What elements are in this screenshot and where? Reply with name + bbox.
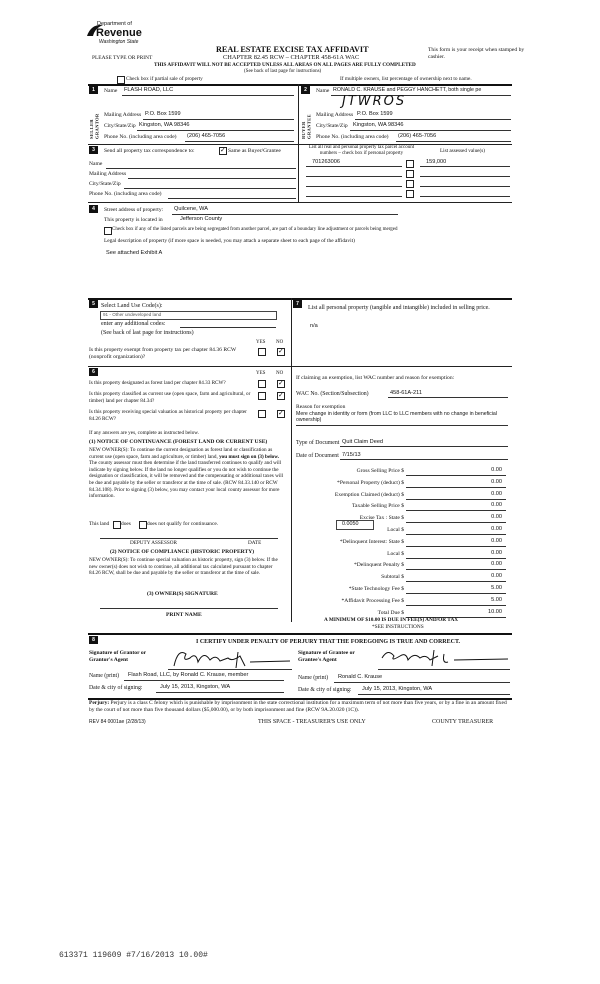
grantor-signature-icon: [170, 644, 292, 670]
section-7-number: 7: [293, 300, 302, 308]
notice-compliance-title: (2) NOTICE OF COMPLIANCE (HISTORIC PROPERTY): [110, 549, 255, 555]
doc-date-label: Date of Document: [296, 453, 339, 459]
legal-description[interactable]: See attached Exhibit A: [106, 250, 163, 256]
section-3-number: 3: [89, 146, 98, 154]
exemption-reason[interactable]: Mere change in identity or form (from LLC to LLC members with no change in beneficial ownership): [296, 411, 497, 424]
forest-yes-checkbox[interactable]: [258, 380, 266, 388]
notice-compliance-body: NEW OWNER(S): To continue special valuation as historic property, sign (3) below. If the new owner(s) does not wish to continue, all additional tax calculated pursuant to chapter 84.26 RCW, shall be due and payable by the seller or transferor at the time of sale.: [89, 557, 278, 577]
current-use-no-checkbox[interactable]: [277, 392, 285, 400]
land-use-value: 91 - Other undeveloped land: [103, 312, 162, 317]
tax-row-label: *State Technology Fee $: [348, 586, 404, 592]
grantor-date-label: Date & city of signing:: [89, 685, 143, 691]
see-instructions: *SEE INSTRUCTIONS: [372, 624, 424, 630]
deputy-assessor-label: DEPUTY ASSESSOR: [130, 540, 177, 546]
buyer-city-label: City/State/Zip: [316, 123, 348, 129]
buyer-name[interactable]: RONALD C. KRAUSE and PEGGY HANCHETT, both single pe: [333, 87, 482, 93]
buyer-side-label: BUYER GRANTEE: [301, 114, 312, 139]
if-yes-note: If any answers are yes, complete as instructed below.: [89, 430, 200, 436]
does-label: does: [121, 521, 131, 527]
assessed-header: List assessed value(s): [440, 148, 485, 154]
grantee-signature-label: Signature of Grantee or Grantee's Agent: [298, 650, 355, 664]
parcel-number[interactable]: 701263006: [312, 159, 340, 165]
historic-no-checkbox[interactable]: [277, 410, 285, 418]
parcel-header: List all real and personal property tax parcel account numbers – check box if personal property: [308, 145, 415, 156]
seller-phone-label: Phone No. (including area code): [104, 134, 177, 140]
legal-description-label: Legal description of property (if more space is needed, you may attach a separate sheet to each page of the affidavit): [104, 238, 355, 244]
buyer-city[interactable]: Kingston, WA 98346: [353, 122, 404, 128]
owner-signature-label: (3) OWNER(S) SIGNATURE: [147, 591, 218, 597]
deputy-date-label: DATE: [248, 540, 262, 546]
personal-property[interactable]: n/a: [310, 323, 318, 329]
doc-date[interactable]: 7/15/13: [342, 452, 361, 458]
tax-row-label: Local $: [387, 550, 404, 557]
exemption-label: If claiming an exemption, list WAC number and reason for exemption:: [296, 375, 455, 381]
tax-row-label: Gross Selling Price $: [356, 468, 404, 474]
current-use-question: Is this property classified as current use (open space, farm and agricultural, or timber) land per chapter 84.34?: [89, 391, 251, 404]
forest-no-checkbox[interactable]: [277, 380, 285, 388]
forest-question: Is this property designated as forest land per chapter 84.33 RCW?: [89, 380, 226, 386]
tax-row-value[interactable]: 0.00: [491, 526, 502, 532]
does-not-label: does not qualify for continuance.: [147, 521, 219, 527]
land-use-label: Select Land Use Code(s):: [101, 303, 163, 309]
parcel-personal-checkbox-4[interactable]: [406, 190, 414, 198]
notice-continuance-body: [89, 447, 285, 500]
multiple-owners-note: If multiple owners, list percentage of ownership next to name.: [340, 76, 472, 82]
seller-side-label: SELLER GRANTOR: [89, 113, 100, 139]
this-land-label: This land: [89, 521, 110, 527]
logo: [85, 20, 155, 46]
segregated-label: Check box if any of the listed parcels are being segregated from another parcel, are part of a boundary line adjustment or parcels being merged: [112, 227, 398, 232]
land-use-select[interactable]: [100, 311, 277, 320]
historic-yes-checkbox[interactable]: [258, 410, 266, 418]
partial-sale-label: Check box if partial sale of property: [126, 76, 203, 82]
street-address[interactable]: Quilcene, WA: [174, 206, 208, 212]
form-subtitle: CHAPTER 82.45 RCW – CHAPTER 458-61A WAC: [223, 54, 360, 61]
seller-mailing-label: Mailing Address: [104, 112, 142, 118]
s6-no: NO: [276, 371, 284, 376]
local-rate: 0.0050: [342, 521, 359, 527]
section-4-number: 4: [89, 205, 98, 213]
form-title: REAL ESTATE EXCISE TAX AFFIDAVIT: [216, 45, 369, 54]
notice-continuance-title: (1) NOTICE OF CONTINUANCE (FOREST LAND OR CURRENT USE): [89, 439, 268, 445]
grantee-name-label: Name (print): [298, 675, 329, 681]
grantor-name-label: Name (print): [89, 673, 120, 679]
section-8-number: 8: [89, 636, 98, 644]
historic-question: Is this property receiving special valuation as historical property per chapter 84.26 RCW?: [89, 409, 247, 422]
receipt-note: This form is your receipt when stamped by cashier.: [428, 47, 525, 61]
section-2-number: 2: [301, 86, 310, 94]
grantor-name[interactable]: Flash Road, LLC, by Ronald C. Krause, member: [128, 672, 249, 678]
does-checkbox[interactable]: [113, 521, 121, 529]
additional-codes-label: enter any additional codes:: [101, 321, 166, 327]
current-use-yes-checkbox[interactable]: [258, 392, 266, 400]
reason-label: Reason for exemption: [296, 404, 346, 410]
land-use-see-back: (See back of last page for instructions): [101, 330, 194, 336]
grantor-signature: [170, 644, 292, 670]
county[interactable]: Jefferson County: [180, 216, 223, 222]
buyer-phone-label: Phone No. (including area code): [316, 134, 389, 140]
tax-row-value[interactable]: 0.00: [491, 478, 502, 485]
tax-row-label: *Delinquent Penalty $: [353, 562, 404, 569]
grantee-signature: [378, 644, 510, 670]
assessed-value[interactable]: 159,000: [426, 159, 447, 165]
does-not-checkbox[interactable]: [139, 521, 147, 529]
type-or-print: PLEASE TYPE OR PRINT: [92, 55, 153, 61]
seller-name-label: Name: [104, 88, 118, 94]
located-in-label: This property is located in: [104, 217, 163, 223]
notice-body-2: The county assessor must then determine if the land transferred continues to qualify and will indicate by signing below. If the land no longer qualifies or you do not wish to continue the designation or classification, it will be removed and the compensating or additional taxes will be due and payable by the seller or transferor at the time of sale. (RCW 84.33.140 or RCW 84.34.108). Prior to signing (3) below, you may contact your local county assessor for more information.: [89, 460, 284, 500]
section-6-number: 6: [89, 368, 98, 376]
send-correspondence-label: Send all property tax correspondence to:: [104, 148, 195, 154]
grantee-name[interactable]: Ronald C. Krause: [338, 674, 383, 680]
exempt-question: Is this property exempt from property tax per chapter 84.36 RCW (nonprofit organization)?: [89, 347, 237, 360]
section-5-number: 5: [89, 300, 98, 308]
grantee-date-label: Date & city of signing:: [298, 687, 352, 693]
parcel-personal-checkbox-2[interactable]: [406, 170, 414, 178]
buyer-mailing-label: Mailing Address: [316, 112, 354, 118]
tax-row-label: Exemption Claimed (deduct) $: [334, 491, 404, 498]
seller-city-label: City/State/Zip: [104, 123, 136, 129]
tax-row-label: *Affidavit Processing Fee $: [341, 597, 404, 604]
tax-row-value[interactable]: 0.00: [491, 490, 502, 497]
tax-row-value[interactable]: 5.00: [491, 585, 502, 591]
seller-name[interactable]: FLASH ROAD, LLC: [124, 87, 174, 93]
treasurer-space: THIS SPACE - TREASURER'S USE ONLY: [258, 719, 366, 725]
tax-row-label: *Personal Property (deduct) $: [337, 479, 404, 486]
logo-state: Washington State: [99, 39, 139, 45]
tax-row-label: Taxable Selling Price $: [352, 503, 404, 510]
print-name-label: PRINT NAME: [166, 612, 202, 618]
notice-bold: you must sign on (3) below.: [219, 453, 280, 460]
grantor-signature-label: Signature of Grantor or Grantor's Agent: [89, 650, 147, 664]
send-mailing-label: Mailing Address: [89, 171, 127, 177]
grantee-date[interactable]: July 15, 2013, Kingston, WA: [362, 686, 433, 692]
perjury-statement: [89, 700, 511, 714]
tax-row-label: *Delinquent Interest: State $: [339, 538, 404, 545]
tax-row-value[interactable]: 0.00: [491, 467, 502, 473]
seller-mailing[interactable]: P.O. Box 1599: [145, 111, 181, 117]
logo-dept: Department of: [97, 21, 132, 27]
seller-phone[interactable]: (206) 465-7056: [187, 133, 226, 139]
see-back-header: (See back of last page for instructions): [244, 69, 322, 74]
perjury-label: Perjury:: [89, 700, 110, 706]
buyer-mailing[interactable]: P.O. Box 1599: [357, 111, 393, 117]
same-as-buyer-label: Same as Buyer/Grantee: [228, 148, 281, 154]
grantor-date[interactable]: July 15, 2013, Kingston, WA: [160, 684, 231, 690]
same-as-buyer-checkbox[interactable]: [219, 147, 227, 155]
send-phone-label: Phone No. (including area code): [89, 191, 162, 197]
local-rate-box[interactable]: [336, 520, 374, 530]
buyer-handwritten-note: JTWROS: [342, 94, 407, 109]
buyer-phone[interactable]: (206) 465-7056: [398, 133, 437, 139]
tax-row-label: Subtotal $: [381, 574, 404, 581]
personal-property-label: List all personal property (tangible and intangible) included in selling price.: [308, 305, 490, 311]
certify-statement: I CERTIFY UNDER PENALTY OF PERJURY THAT THE FOREGOING IS TRUE AND CORRECT.: [196, 639, 461, 645]
seller-city[interactable]: Kingston, WA 98346: [139, 122, 190, 128]
parcel-personal-checkbox-1[interactable]: [406, 160, 414, 168]
form-revision: REV 84 0001ae (2/28/13): [89, 719, 146, 725]
parcel-personal-checkbox-3[interactable]: [406, 180, 414, 188]
grantee-signature-icon: [378, 644, 510, 670]
tax-row-value[interactable]: 0.00: [491, 502, 502, 509]
s5-no: NO: [276, 340, 284, 345]
perjury-text: Perjury is a class C felony which is punishable by imprisonment in the state correctional institution for a maximum term of not more than five years, or by a fine in an amount fixed by the court of not more than five thousand dollars ($5,000.00), or by both imprisonment and fine (RCW 9A.20.020 (1C)).: [89, 700, 507, 714]
exempt-no-checkbox[interactable]: [277, 348, 285, 356]
tax-row-label: Total Due $: [377, 609, 404, 616]
notice-body-1: NEW OWNER(S): To continue the current designation as forest land or classification as current use (open space, farm and agriculture, or timber) land,: [89, 447, 273, 460]
tax-row-value[interactable]: 5.00: [491, 596, 502, 603]
tax-row-value[interactable]: 10.00: [488, 608, 502, 615]
doc-type-label: Type of Document: [296, 440, 340, 446]
county-treasurer: COUNTY TREASURER: [432, 719, 494, 725]
street-address-label: Street address of property:: [104, 207, 164, 213]
send-city-label: City/State/Zip: [89, 181, 121, 187]
tax-row-value[interactable]: 0.00: [491, 549, 502, 556]
exempt-yes-checkbox[interactable]: [258, 348, 266, 356]
tax-row-label: Excise Tax : State $: [359, 515, 404, 522]
tax-row-value[interactable]: 0.00: [491, 573, 502, 580]
wac-label: WAC No. (Section/Subsection): [296, 391, 369, 397]
buyer-name-label: Name: [316, 88, 330, 94]
tax-row-value[interactable]: 0.00: [491, 537, 502, 544]
tax-row-value[interactable]: 0.00: [491, 561, 502, 568]
partial-sale-checkbox[interactable]: [117, 76, 125, 84]
section-1-number: 1: [89, 86, 98, 94]
wac-number[interactable]: 458-61A-211: [390, 390, 422, 396]
tax-row-value[interactable]: 0.00: [491, 514, 502, 521]
s5-yes: YES: [256, 340, 266, 345]
doc-type[interactable]: Quit Claim Deed: [342, 439, 384, 445]
cashier-stamp: 613371 119609 #7/16/2013 10.00#: [59, 951, 208, 960]
segregated-checkbox[interactable]: [104, 227, 112, 235]
minimum-note: A MINIMUM OF $10.00 IS DUE IN FEE(S) AND/OR TAX: [324, 617, 459, 623]
send-name-label: Name: [89, 161, 103, 167]
s6-yes: YES: [256, 371, 266, 376]
tax-row-label: Local $: [387, 527, 404, 533]
logo-agency: Revenue: [96, 27, 142, 39]
warning-text: THIS AFFIDAVIT WILL NOT BE ACCEPTED UNLESS ALL AREAS ON ALL PAGES ARE FULLY COMPLETED: [154, 62, 416, 68]
